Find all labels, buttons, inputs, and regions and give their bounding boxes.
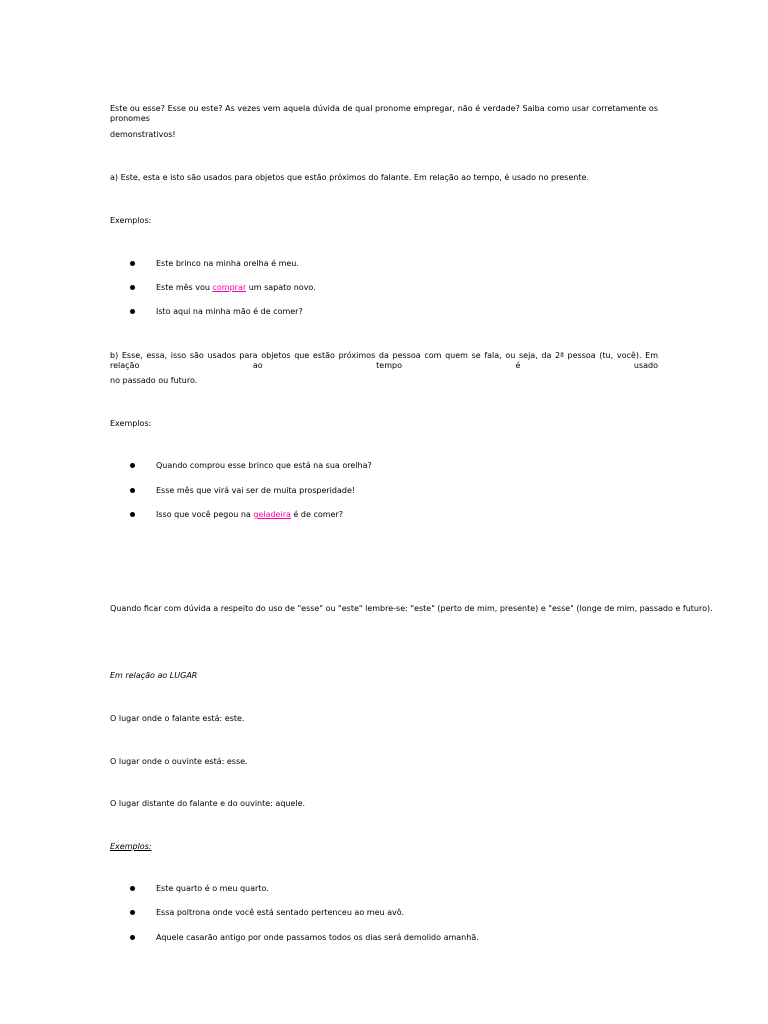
- section-b-item-3-before: Isso que você pegou na: [156, 510, 254, 519]
- section-a-item-2: [156, 283, 316, 293]
- section-a-item-2-before: Este mês vou: [156, 283, 213, 292]
- bullet-icon: [130, 910, 135, 915]
- section-a-item-2-after: um sapato novo.: [246, 283, 316, 292]
- bullet-icon: [130, 886, 135, 891]
- bullet-icon: [130, 309, 135, 314]
- bullet-icon: [130, 935, 135, 940]
- section-a-examples-label: Exemplos:: [110, 216, 152, 225]
- link-geladeira[interactable]: geladeira: [253, 510, 291, 519]
- section-b-examples-label: Exemplos:: [110, 419, 152, 428]
- section-b-line-2: no passado ou futuro.: [110, 376, 198, 385]
- intro-line-2: demonstrativos!: [110, 130, 176, 139]
- intro-line-1: Este ou esse? Esse ou este? As vezes vem aquela dúvida de qual pronome empregar, não é verdade? Saiba como usar corretamente os pronomes: [110, 104, 658, 123]
- place-line-2: O lugar onde o ouvinte está: esse.: [110, 757, 248, 766]
- bullet-icon: [130, 261, 135, 266]
- place-item-3: Aquele casarão antigo por onde passamos todos os dias será demolido amanhã.: [156, 933, 479, 942]
- bullet-icon: [130, 463, 135, 468]
- place-item-1: Este quarto é o meu quarto.: [156, 884, 269, 893]
- section-b-item-1: Quando comprou esse brinco que está na sua orelha?: [156, 461, 372, 470]
- bullet-icon: [130, 512, 135, 517]
- section-b-item-3-after: é de comer?: [290, 510, 343, 519]
- section-b-item-2: Esse mês que virá vai ser de muita prosperidade!: [156, 486, 356, 495]
- place-heading: Em relação ao LUGAR: [110, 671, 198, 680]
- bullet-icon: [130, 285, 135, 290]
- place-examples-label: Exemplos:: [110, 842, 152, 851]
- section-a-item-1: Este brinco na minha orelha é meu.: [156, 259, 299, 268]
- section-b-item-3: [156, 510, 343, 520]
- link-comprar[interactable]: comprar: [212, 283, 247, 292]
- section-b-line-1: b) Esse, essa, isso são usados para objetos que estão próximos da pessoa com quem se fala, ou seja, da 2ª pessoa (tu, você). Em relação ao tempo é usado: [110, 351, 658, 370]
- section-a-text: a) Este, esta e isto são usados para objetos que estão próximos do falante. Em relação ao tempo, é usado no presente.: [110, 173, 589, 182]
- place-item-2: Essa poltrona onde você está sentado pertenceu ao meu avô.: [156, 908, 405, 917]
- tip-text: Quando ficar com dúvida a respeito do uso de "esse" ou "este" lembre-se: "este" (perto de mim, presente) e "esse" (longe de mim, passado e futuro).: [110, 604, 713, 613]
- section-a-item-3: Isto aqui na minha mão é de comer?: [156, 307, 303, 316]
- place-line-3: O lugar distante do falante e do ouvinte: aquele.: [110, 799, 306, 808]
- place-line-1: O lugar onde o falante está: este.: [110, 714, 245, 723]
- bullet-icon: [130, 488, 135, 493]
